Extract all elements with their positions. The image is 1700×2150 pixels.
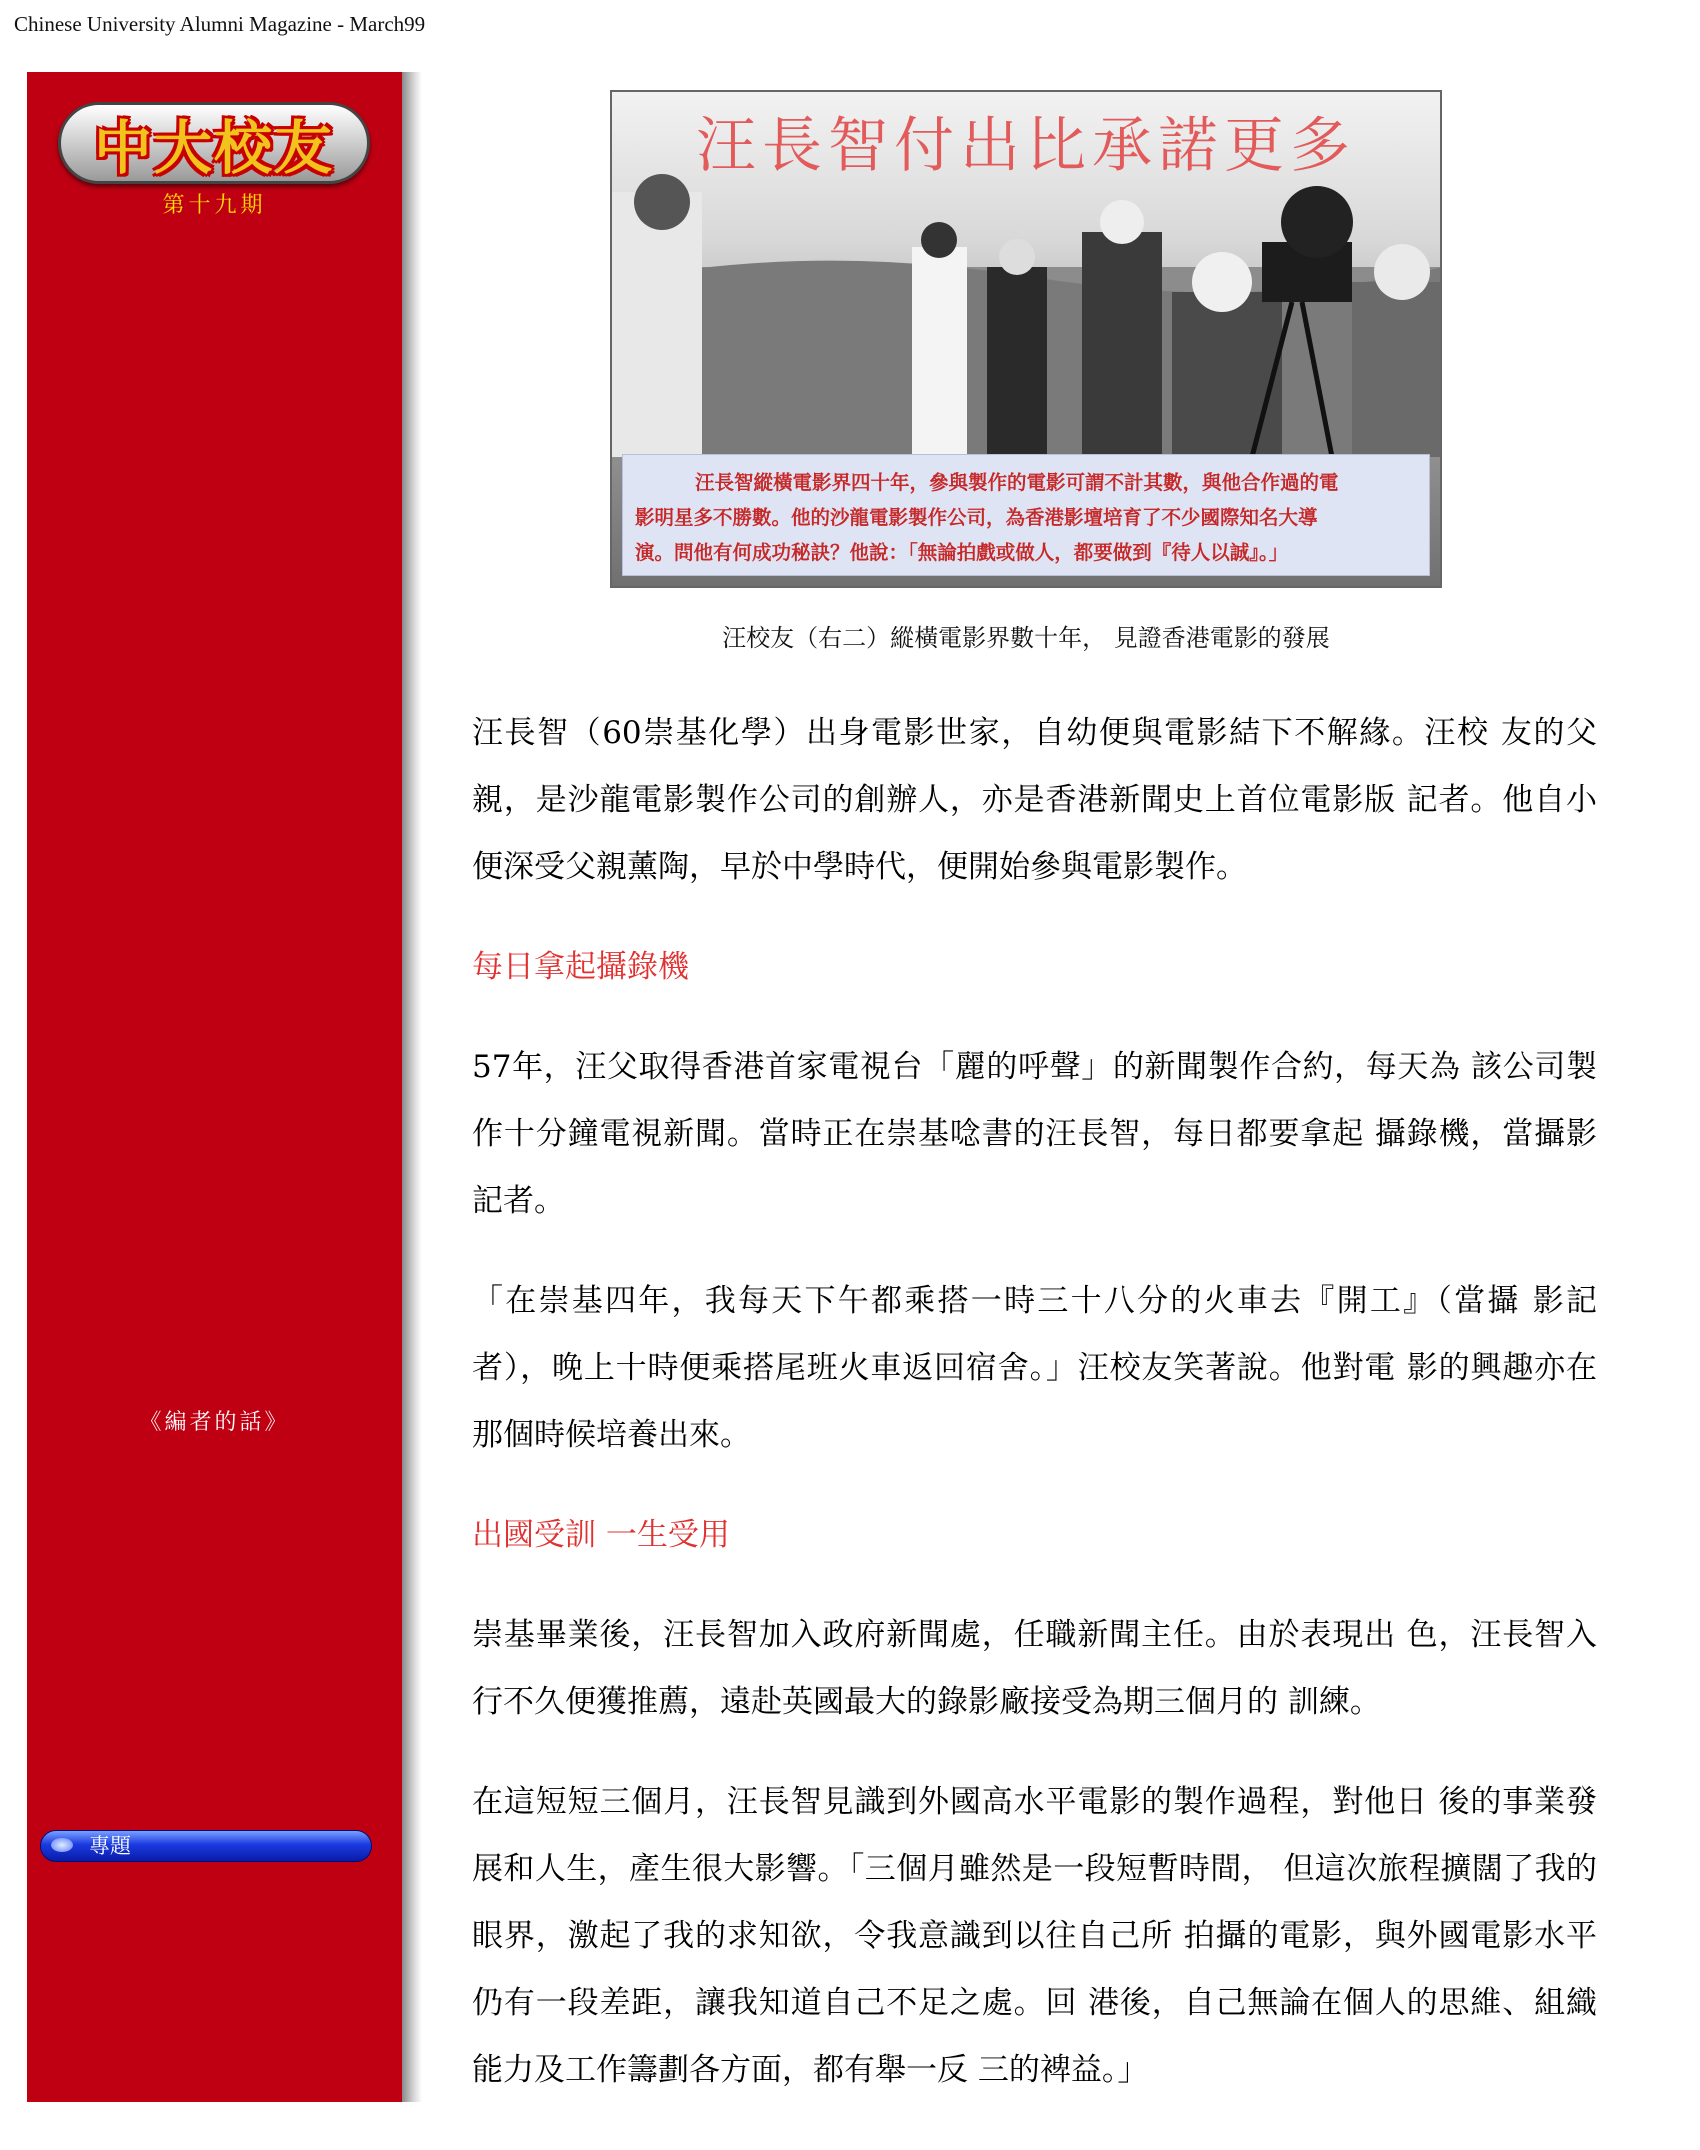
helmet-1: [999, 239, 1035, 275]
photo-caption: 汪校友（右二）縱橫電影界數十年， 見證香港電影的發展: [722, 624, 1330, 652]
figure-wang: [1172, 292, 1282, 457]
paragraph: 在這短短三個月，汪長智見識到外國高水平電影的製作過程，對他日 後的事業發展和人生，產生很大影響。「三個月雖然是一段短暫時間， 但這次旅程擴闊了我的眼界，激起了我的求知欲，令我意識到以往自己所 拍攝的電影，與外國電影水平仍有一段差距，讓我知道自己不足之處。回 港後，自己無論在個人的思維、組織能力及工作籌劃各方面，都有舉一反 三的裨益。」: [472, 1784, 1597, 2088]
article-body: [472, 700, 1597, 2104]
paragraph: 汪長智（60崇基化學）出身電影世家，自幼便與電影結下不解緣。汪校 友的父親，是沙龍電影製作公司的創辦人，亦是香港新聞史上首位電影版 記者。他自小便深受父親薰陶，早於中學時代，便開始參與電影製作。: [472, 715, 1597, 885]
figure-suit: [987, 267, 1047, 457]
overlay-line: 汪長智縱橫電影界四十年，參與製作的電影可謂不計其數，與他合作過的電: [695, 471, 1339, 494]
paragraph: 「在崇基四年，我每天下午都乘搭一時三十八分的火車去『開工』（當攝 影記者），晚上十時便乘搭尾班火車返回宿舍。」汪校友笑著說。他對電 影的興趣亦在那個時候培養出來。: [472, 1283, 1597, 1453]
paragraph: 57年，汪父取得香港首家電視台「麗的呼聲」的新聞製作合約，每天為 該公司製作十分鐘電視新聞。當時正在崇基唸書的汪長智，每日都要拿起 攝錄機，當攝影記者。: [472, 1049, 1597, 1219]
sidebar: [27, 72, 402, 2102]
overlay-line: 影明星多不勝數。他的沙龍電影製作公司，為香港影壇培育了不少國際知名大導: [635, 506, 1318, 529]
logo-text: 中大校友: [93, 114, 334, 182]
figure-left-shirt: [612, 192, 702, 457]
page-header: Chinese University Alumni Magazine - March99: [14, 12, 426, 36]
section-heading: 每日拿起攝錄機: [472, 949, 689, 985]
figure-man-camera: [1082, 232, 1162, 457]
helmet-4: [1374, 244, 1430, 300]
figure-right: [1352, 282, 1442, 457]
helmet-2: [1100, 200, 1144, 244]
sidebar-shadow: [402, 72, 422, 2102]
overlay-line: 演。問他有何成功秘訣？他說：「無論拍戲或做人，都要做到『待人以誠』。」: [635, 541, 1289, 564]
camera-reel: [1281, 186, 1353, 258]
magazine-logo[interactable]: [58, 102, 370, 184]
article-photo: [610, 90, 1442, 588]
paragraph: 崇基畢業後，汪長智加入政府新聞處，任職新聞主任。由於表現出 色，汪長智入行不久便獲推薦，遠赴英國最大的錄影廠接受為期三個月的 訓練。: [472, 1617, 1597, 1720]
issue-number: 第十九期: [162, 193, 267, 218]
photo-overlay-text: [622, 454, 1430, 576]
figure-officer: [912, 247, 967, 457]
photo-headline: 汪長智付出比承諾更多: [696, 111, 1356, 181]
editor-note-link[interactable]: 《編者的話》: [139, 1410, 290, 1435]
section-heading: 出國受訓 一生受用: [472, 1517, 730, 1553]
helmet-3: [1192, 252, 1252, 312]
topic-button[interactable]: 專題: [40, 1830, 372, 1862]
officer-cap: [921, 222, 957, 258]
